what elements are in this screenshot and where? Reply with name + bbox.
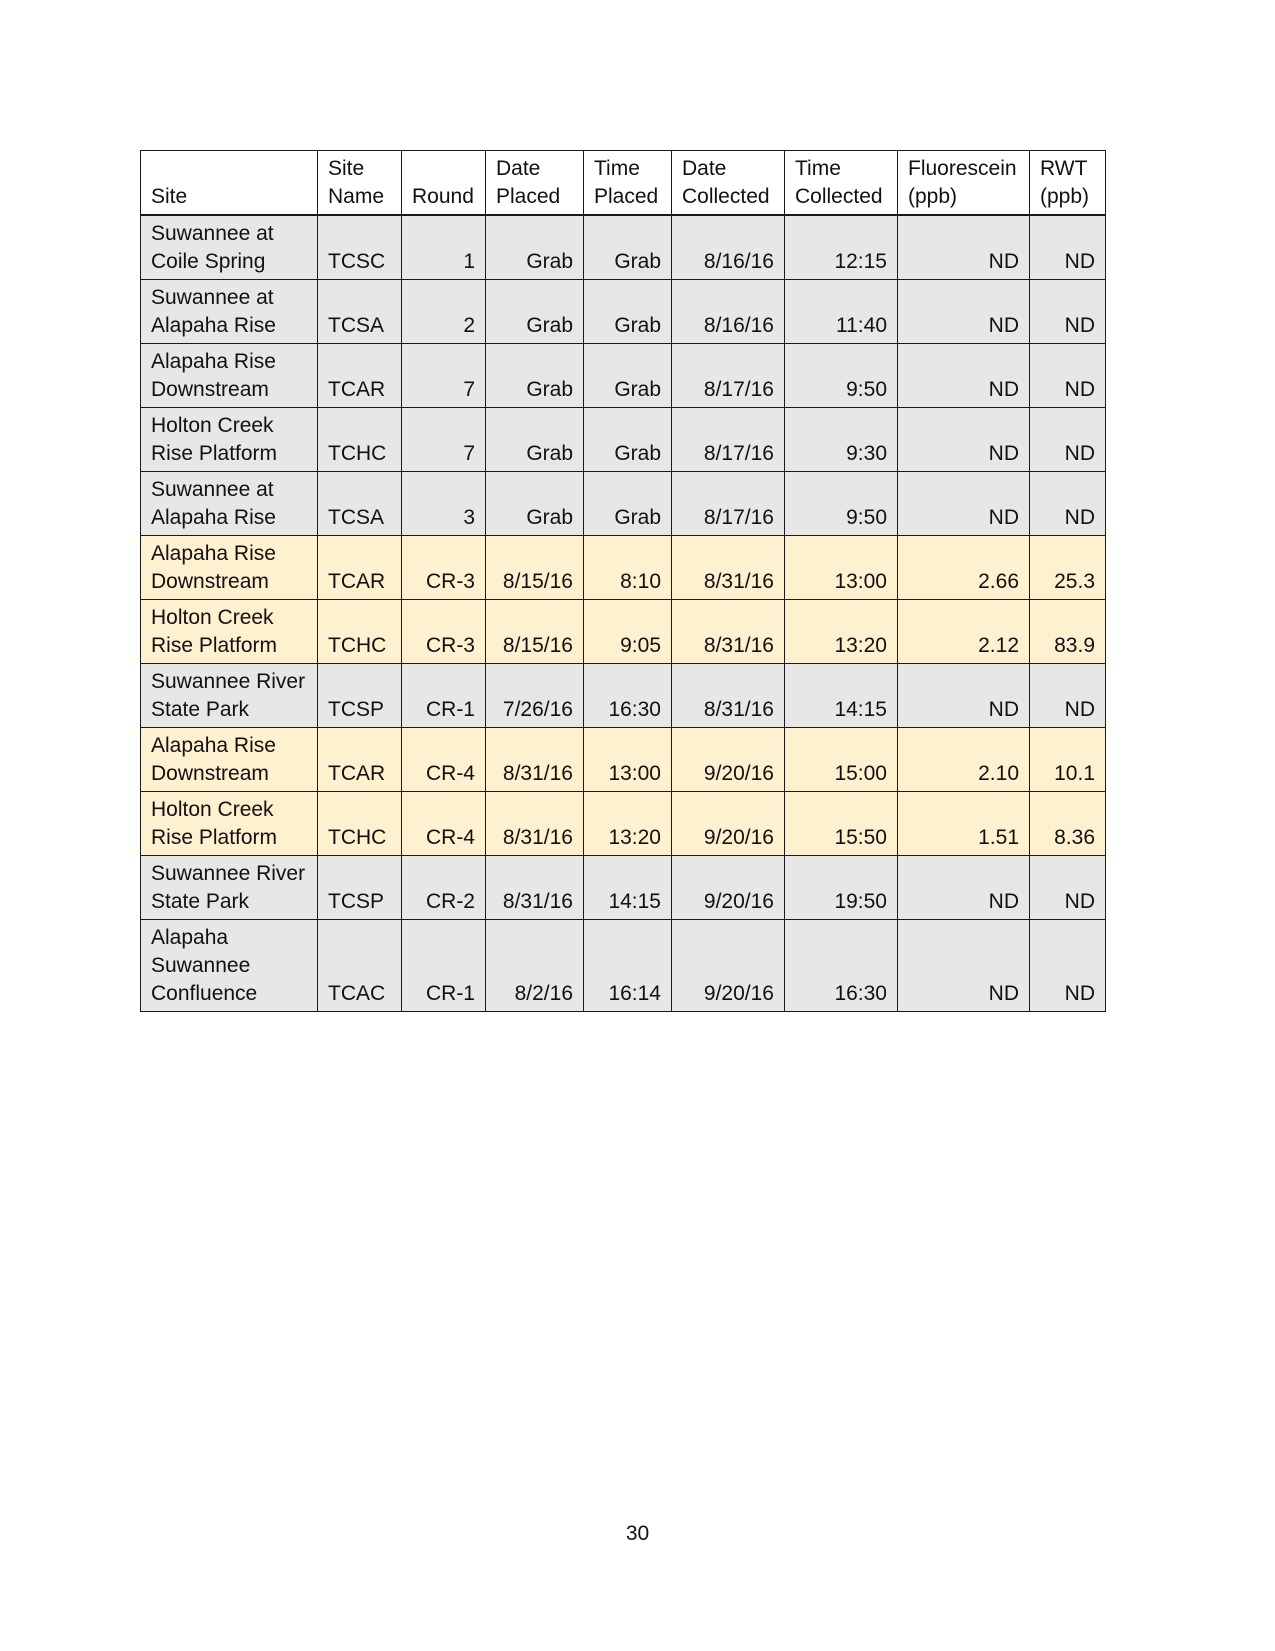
table-row (141, 920, 1106, 1012)
cell-rwt: ND (1030, 472, 1106, 536)
cell-time-placed: Grab (584, 344, 672, 408)
cell-round: 7 (402, 408, 486, 472)
cell-round: CR-4 (402, 728, 486, 792)
cell-round: 7 (402, 344, 486, 408)
header-site: Site (141, 151, 318, 216)
cell-rwt: 10.1 (1030, 728, 1106, 792)
cell-fluorescein: ND (898, 408, 1030, 472)
cell-rwt: ND (1030, 856, 1106, 920)
cell-time-placed: 16:30 (584, 664, 672, 728)
table-row (141, 472, 1106, 536)
cell-time-collected: 9:50 (785, 344, 898, 408)
cell-fluorescein: ND (898, 472, 1030, 536)
cell-time-collected: 9:30 (785, 408, 898, 472)
cell-fluorescein: ND (898, 856, 1030, 920)
cell-rwt: 8.36 (1030, 792, 1106, 856)
cell-rwt: ND (1030, 280, 1106, 344)
cell-date-collected: 8/16/16 (672, 280, 785, 344)
cell-site: Suwannee River State Park (141, 856, 318, 920)
cell-site: Suwannee River State Park (141, 664, 318, 728)
cell-fluorescein: ND (898, 280, 1030, 344)
cell-date-placed: Grab (486, 344, 584, 408)
cell-site: Suwannee at Coile Spring (141, 215, 318, 280)
cell-date-collected: 8/31/16 (672, 600, 785, 664)
cell-date-placed: Grab (486, 408, 584, 472)
cell-site-name: TCHC (318, 792, 402, 856)
cell-time-collected: 15:00 (785, 728, 898, 792)
cell-date-placed: 8/2/16 (486, 920, 584, 1012)
cell-date-placed: Grab (486, 472, 584, 536)
cell-time-placed: 9:05 (584, 600, 672, 664)
cell-site: Alapaha Rise Downstream (141, 536, 318, 600)
cell-date-collected: 9/20/16 (672, 728, 785, 792)
cell-rwt: ND (1030, 344, 1106, 408)
cell-date-collected: 8/17/16 (672, 472, 785, 536)
header-time-collected: Time Collected (785, 151, 898, 216)
cell-site: Suwannee at Alapaha Rise (141, 472, 318, 536)
cell-time-placed: 16:14 (584, 920, 672, 1012)
cell-date-placed: 7/26/16 (486, 664, 584, 728)
table-row (141, 344, 1106, 408)
page-number: 30 (625, 1522, 650, 1545)
cell-time-collected: 19:50 (785, 856, 898, 920)
cell-date-collected: 9/20/16 (672, 920, 785, 1012)
cell-date-collected: 8/17/16 (672, 408, 785, 472)
cell-time-placed: 13:00 (584, 728, 672, 792)
cell-date-collected: 8/16/16 (672, 215, 785, 280)
table-row (141, 728, 1106, 792)
cell-date-placed: 8/31/16 (486, 792, 584, 856)
cell-rwt: ND (1030, 215, 1106, 280)
header-site-name: Site Name (318, 151, 402, 216)
cell-round: CR-3 (402, 536, 486, 600)
cell-site-name: TCAR (318, 536, 402, 600)
table-row (141, 792, 1106, 856)
header-time-placed: Time Placed (584, 151, 672, 216)
dye-trace-results-table (140, 150, 1106, 1012)
cell-date-collected: 8/31/16 (672, 664, 785, 728)
cell-date-collected: 9/20/16 (672, 856, 785, 920)
cell-fluorescein: 2.66 (898, 536, 1030, 600)
cell-site-name: TCSC (318, 215, 402, 280)
cell-round: CR-3 (402, 600, 486, 664)
cell-site: Suwannee at Alapaha Rise (141, 280, 318, 344)
cell-round: 1 (402, 215, 486, 280)
cell-round: 3 (402, 472, 486, 536)
cell-site: Alapaha Suwannee Confluence (141, 920, 318, 1012)
table-row (141, 664, 1106, 728)
table-row (141, 408, 1106, 472)
cell-date-placed: 8/15/16 (486, 600, 584, 664)
cell-round: 2 (402, 280, 486, 344)
cell-site-name: TCSA (318, 472, 402, 536)
cell-time-placed: Grab (584, 472, 672, 536)
cell-fluorescein: ND (898, 215, 1030, 280)
header-date-collected: Date Collected (672, 151, 785, 216)
cell-time-placed: 14:15 (584, 856, 672, 920)
cell-date-placed: Grab (486, 280, 584, 344)
cell-fluorescein: 1.51 (898, 792, 1030, 856)
cell-time-placed: 8:10 (584, 536, 672, 600)
cell-site-name: TCSP (318, 856, 402, 920)
cell-time-placed: Grab (584, 280, 672, 344)
cell-time-placed: Grab (584, 215, 672, 280)
cell-time-collected: 11:40 (785, 280, 898, 344)
cell-fluorescein: ND (898, 344, 1030, 408)
cell-fluorescein: 2.10 (898, 728, 1030, 792)
cell-site: Alapaha Rise Downstream (141, 728, 318, 792)
header-rwt: RWT (ppb) (1030, 151, 1106, 216)
cell-time-collected: 13:20 (785, 600, 898, 664)
cell-time-placed: 13:20 (584, 792, 672, 856)
table-row (141, 280, 1106, 344)
cell-time-collected: 12:15 (785, 215, 898, 280)
cell-fluorescein: 2.12 (898, 600, 1030, 664)
cell-site-name: TCHC (318, 600, 402, 664)
cell-round: CR-4 (402, 792, 486, 856)
cell-date-placed: 8/31/16 (486, 728, 584, 792)
cell-time-collected: 13:00 (785, 536, 898, 600)
cell-site-name: TCHC (318, 408, 402, 472)
cell-site-name: TCAC (318, 920, 402, 1012)
cell-date-collected: 9/20/16 (672, 792, 785, 856)
cell-rwt: 83.9 (1030, 600, 1106, 664)
header-round: Round (402, 151, 486, 216)
cell-site-name: TCSP (318, 664, 402, 728)
cell-time-collected: 9:50 (785, 472, 898, 536)
cell-rwt: ND (1030, 920, 1106, 1012)
cell-site: Holton Creek Rise Platform (141, 600, 318, 664)
cell-site: Holton Creek Rise Platform (141, 792, 318, 856)
table-header-row (141, 151, 1106, 216)
cell-time-collected: 16:30 (785, 920, 898, 1012)
cell-fluorescein: ND (898, 664, 1030, 728)
cell-date-placed: Grab (486, 215, 584, 280)
table-row (141, 215, 1106, 280)
cell-date-placed: 8/15/16 (486, 536, 584, 600)
cell-rwt: ND (1030, 664, 1106, 728)
cell-fluorescein: ND (898, 920, 1030, 1012)
header-fluorescein: Fluorescein (ppb) (898, 151, 1030, 216)
cell-site: Alapaha Rise Downstream (141, 344, 318, 408)
cell-site-name: TCSA (318, 280, 402, 344)
cell-rwt: 25.3 (1030, 536, 1106, 600)
header-date-placed: Date Placed (486, 151, 584, 216)
cell-site-name: TCAR (318, 344, 402, 408)
cell-time-placed: Grab (584, 408, 672, 472)
table-row (141, 600, 1106, 664)
cell-site: Holton Creek Rise Platform (141, 408, 318, 472)
cell-site-name: TCAR (318, 728, 402, 792)
cell-time-collected: 15:50 (785, 792, 898, 856)
table-row (141, 856, 1106, 920)
cell-date-placed: 8/31/16 (486, 856, 584, 920)
cell-rwt: ND (1030, 408, 1106, 472)
cell-date-collected: 8/31/16 (672, 536, 785, 600)
cell-round: CR-1 (402, 920, 486, 1012)
cell-time-collected: 14:15 (785, 664, 898, 728)
cell-round: CR-2 (402, 856, 486, 920)
table-row (141, 536, 1106, 600)
cell-date-collected: 8/17/16 (672, 344, 785, 408)
table-body (141, 215, 1106, 1012)
cell-round: CR-1 (402, 664, 486, 728)
